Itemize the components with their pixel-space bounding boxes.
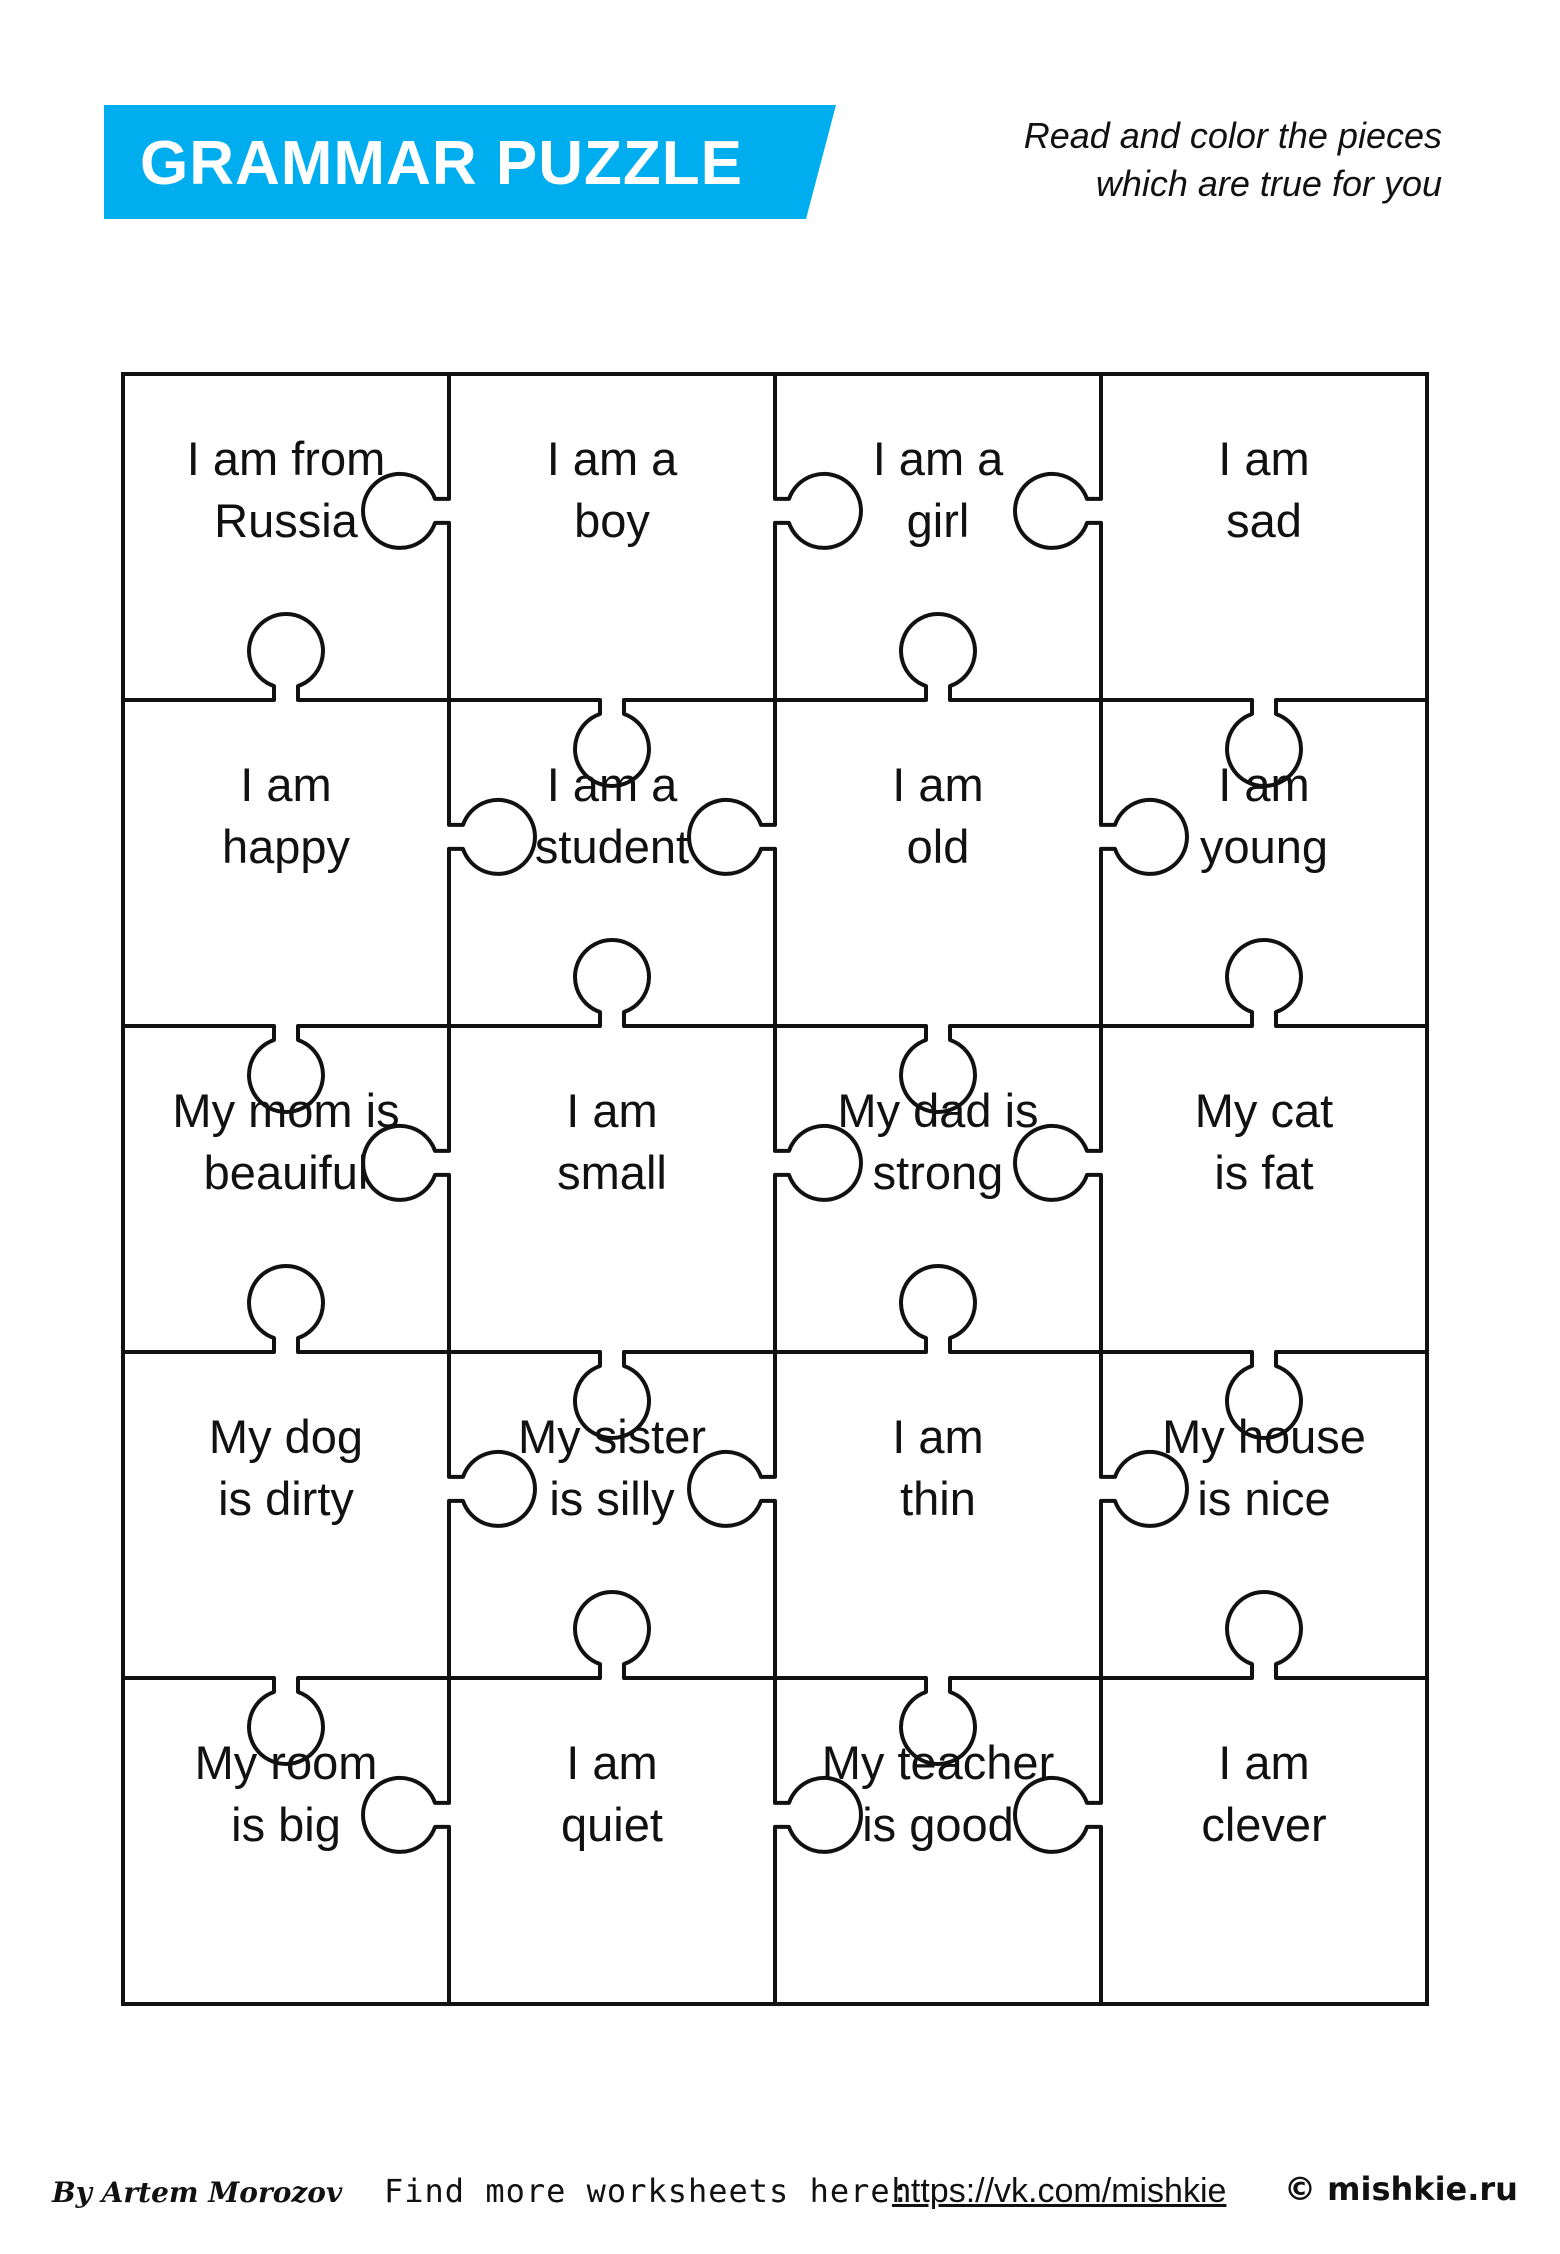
puzzle-piece-text: small [557, 1146, 667, 1200]
puzzle-piece-text: I am a [546, 758, 678, 812]
more-worksheets-text: Find more worksheets here: [384, 2172, 911, 2210]
puzzle-piece-text: My teacher [821, 1736, 1055, 1790]
puzzle-piece-text: My room [194, 1736, 378, 1790]
puzzle-piece-text: I am [1218, 432, 1310, 486]
puzzle-piece-text: strong [872, 1146, 1004, 1200]
page-title: GRAMMAR PUZZLE [140, 129, 743, 198]
puzzle-piece-text: I am [566, 1084, 658, 1138]
puzzle-piece-text: My house [1162, 1410, 1366, 1464]
puzzle-piece-text: is fat [1214, 1146, 1314, 1200]
puzzle-piece-text: young [1199, 820, 1329, 874]
puzzle-piece-text: I am [566, 1736, 658, 1790]
puzzle-piece-text: is silly [549, 1472, 675, 1526]
puzzle-piece-text: is big [231, 1798, 341, 1852]
puzzle-texts [172, 432, 1365, 1851]
puzzle-piece-text: is good [862, 1798, 1014, 1852]
horizontal-edge [449, 1592, 775, 1678]
puzzle-piece-text: boy [574, 494, 650, 548]
horizontal-edge [1101, 940, 1427, 1026]
puzzle-piece-text: thin [900, 1472, 976, 1526]
puzzle-piece-text: quiet [561, 1798, 663, 1852]
vertical-edge [689, 700, 775, 1026]
vertical-edge [1015, 1026, 1101, 1352]
horizontal-edge [123, 1266, 449, 1352]
puzzle-piece-text: My mom is [172, 1084, 400, 1138]
vertical-edge [1015, 1678, 1101, 2004]
horizontal-edge [449, 940, 775, 1026]
instructions-line-1: Read and color the pieces [1023, 115, 1442, 156]
instructions-line-2: which are true for you [1095, 163, 1442, 204]
puzzle-piece-text: happy [221, 820, 351, 874]
vertical-edge [689, 1352, 775, 1678]
puzzle-piece-text: I am [240, 758, 332, 812]
vertical-edge [775, 1026, 861, 1352]
vertical-edge [775, 374, 861, 700]
puzzle-piece-text: sad [1226, 494, 1302, 548]
vertical-edge [1015, 374, 1101, 700]
puzzle-piece-text: My dog [208, 1410, 364, 1464]
vertical-edge [449, 1352, 535, 1678]
puzzle-piece-text: I am [892, 758, 984, 812]
vk-link[interactable]: https://vk.com/mishkie [892, 2172, 1227, 2210]
puzzle-piece-text: clever [1201, 1798, 1327, 1852]
vertical-edge [363, 374, 449, 700]
puzzle-piece-text: old [906, 820, 970, 874]
horizontal-edge [775, 614, 1101, 700]
puzzle-piece-text: beauiful [203, 1146, 369, 1200]
puzzle-piece-text: I am [1218, 758, 1310, 812]
puzzle-piece-text: I am [892, 1410, 984, 1464]
puzzle-piece-text: is nice [1197, 1472, 1331, 1526]
puzzle-piece-text: I am [1218, 1736, 1310, 1790]
horizontal-edge [123, 614, 449, 700]
puzzle-piece-text: My dad is [837, 1084, 1039, 1138]
puzzle-piece-text: is dirty [218, 1472, 354, 1526]
puzzle-piece-text: My sister [518, 1410, 706, 1464]
vertical-edge [1101, 1352, 1187, 1678]
copyright: © mishkie.ru [1284, 2170, 1518, 2208]
horizontal-edge [775, 1266, 1101, 1352]
vertical-edge [1101, 700, 1187, 1026]
footer [0, 2170, 1560, 2220]
puzzle-piece-text: I am from [186, 432, 386, 486]
vertical-edge [363, 1026, 449, 1352]
puzzle-piece-text: My cat [1194, 1084, 1334, 1138]
puzzle-piece-text: I am a [546, 432, 678, 486]
vertical-edge [449, 700, 535, 1026]
puzzle-piece-text: student [534, 820, 690, 874]
puzzle-piece-text: Russia [214, 494, 358, 548]
puzzle-piece-text: girl [906, 494, 970, 548]
horizontal-edge [1101, 1592, 1427, 1678]
author-signature: By Artem Morozov [52, 2176, 343, 2209]
vertical-edge [363, 1678, 449, 2004]
puzzle-piece-text: I am a [872, 432, 1004, 486]
vertical-edge [775, 1678, 861, 2004]
